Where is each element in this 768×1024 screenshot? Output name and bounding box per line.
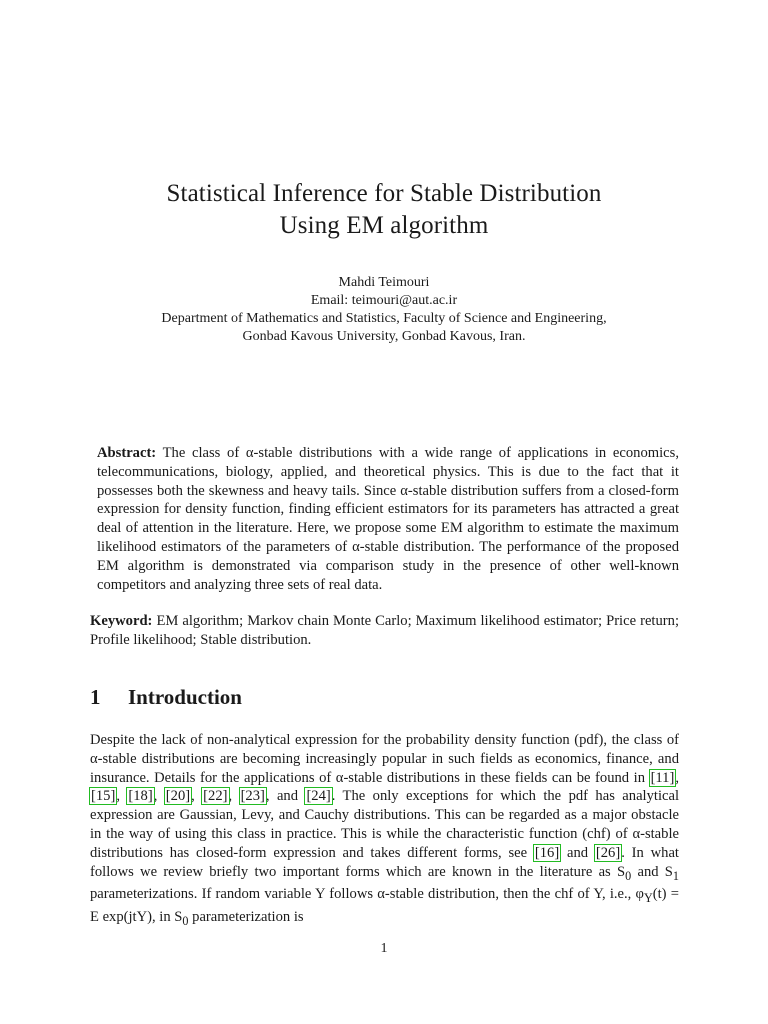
author-block — [0, 274, 768, 346]
section-number: 1 — [90, 685, 101, 709]
intro-text-5: (t) = E exp(jtY), in S — [90, 886, 679, 925]
citation-link[interactable]: [15] — [91, 788, 116, 805]
sep: , — [191, 788, 203, 805]
citation-link[interactable]: [24] — [306, 788, 331, 805]
and-text: , and — [265, 788, 306, 805]
introduction-paragraph — [90, 731, 679, 931]
keyword-label: Keyword: — [90, 613, 153, 629]
subscript: 1 — [672, 868, 679, 883]
title-line-2: Using EM algorithm — [279, 212, 489, 239]
author-name: Mahdi Teimouri — [338, 275, 430, 290]
keywords — [90, 612, 679, 650]
intro-text-6: parameterization is — [188, 908, 304, 925]
intro-text-1: Despite the lack of non-analytical expression for the probability density function (pdf), the class of α-stable distributions are becoming increasingly popular in such fields as economics, finance, and insurance. Details for the applications of α-stable distributions in these fields can be found in — [90, 732, 679, 786]
intro-text-4: parameterizations. If random variable Y follows α-stable distribution, then the chf of Y, i.e., φ — [90, 886, 644, 903]
citation-link[interactable]: [16] — [534, 844, 560, 861]
subscript: 0 — [625, 868, 632, 883]
sep: , — [675, 769, 679, 786]
citation-link[interactable]: [23] — [240, 788, 265, 805]
section-heading — [90, 684, 242, 710]
citation-link[interactable]: [20] — [165, 788, 191, 805]
intro-text-2: . The only exceptions for which the pdf has analytical expression are Gaussian, Levy, and Cauchy distributions. This can be regarded as a major obstacle in the way of using this class in practice. This is while the characteristic function (chf) of α-stable distributions has closed-form expression and takes different forms, see — [90, 788, 680, 861]
citation-link[interactable]: [18] — [128, 788, 153, 805]
section-title: Introduction — [128, 685, 242, 709]
subscript: Y — [643, 891, 653, 906]
author-email: Email: teimouri@aut.ac.ir — [310, 293, 458, 308]
citation-link[interactable]: [26] — [595, 844, 621, 861]
author-affiliation-1: Department of Mathematics and Statistics, Faculty of Science and Engineering, — [161, 311, 607, 326]
page-number: 1 — [380, 941, 388, 956]
author-affiliation-2: Gonbad Kavous University, Gonbad Kavous, Iran. — [242, 329, 526, 344]
title-line-1: Statistical Inference for Stable Distribution — [166, 180, 602, 207]
intro-text-3b: and S — [631, 863, 673, 880]
citation-link[interactable]: [11] — [650, 769, 675, 786]
citation-link[interactable]: [22] — [203, 788, 228, 805]
keyword-text: EM algorithm; Markov chain Monte Carlo; Maximum likelihood estimator; Price return; Profile likelihood; Stable distribution. — [90, 613, 679, 648]
and-text: and — [560, 844, 595, 861]
sep: , — [228, 788, 240, 805]
subscript: 0 — [182, 913, 189, 928]
paper-title — [0, 178, 768, 242]
abstract-text: The class of α-stable distributions with a wide range of applications in economics, telecommunications, biology, applied, and theoretical physics. This is due to the fact that it possesses both the skewness and heavy tails. Since α-stable distribution suffers from a closed-form expression for density function, finding efficient estimators for its parameters has attracted a great deal of attention in the literature. Here, we propose some EM algorithm to estimate the maximum likelihood estimators of the parameters of α-stable distribution. The performance of the proposed EM algorithm is demonstrated via comparison study in the presence of other well-known competitors and analyzing three sets of real data. — [97, 445, 679, 593]
sep: , — [116, 788, 128, 805]
abstract — [97, 444, 679, 594]
abstract-label: Abstract: — [97, 445, 157, 461]
intro-text-3: . In what follows we review briefly two important forms which are known in the literature as S — [90, 844, 679, 880]
sep: , — [153, 788, 165, 805]
